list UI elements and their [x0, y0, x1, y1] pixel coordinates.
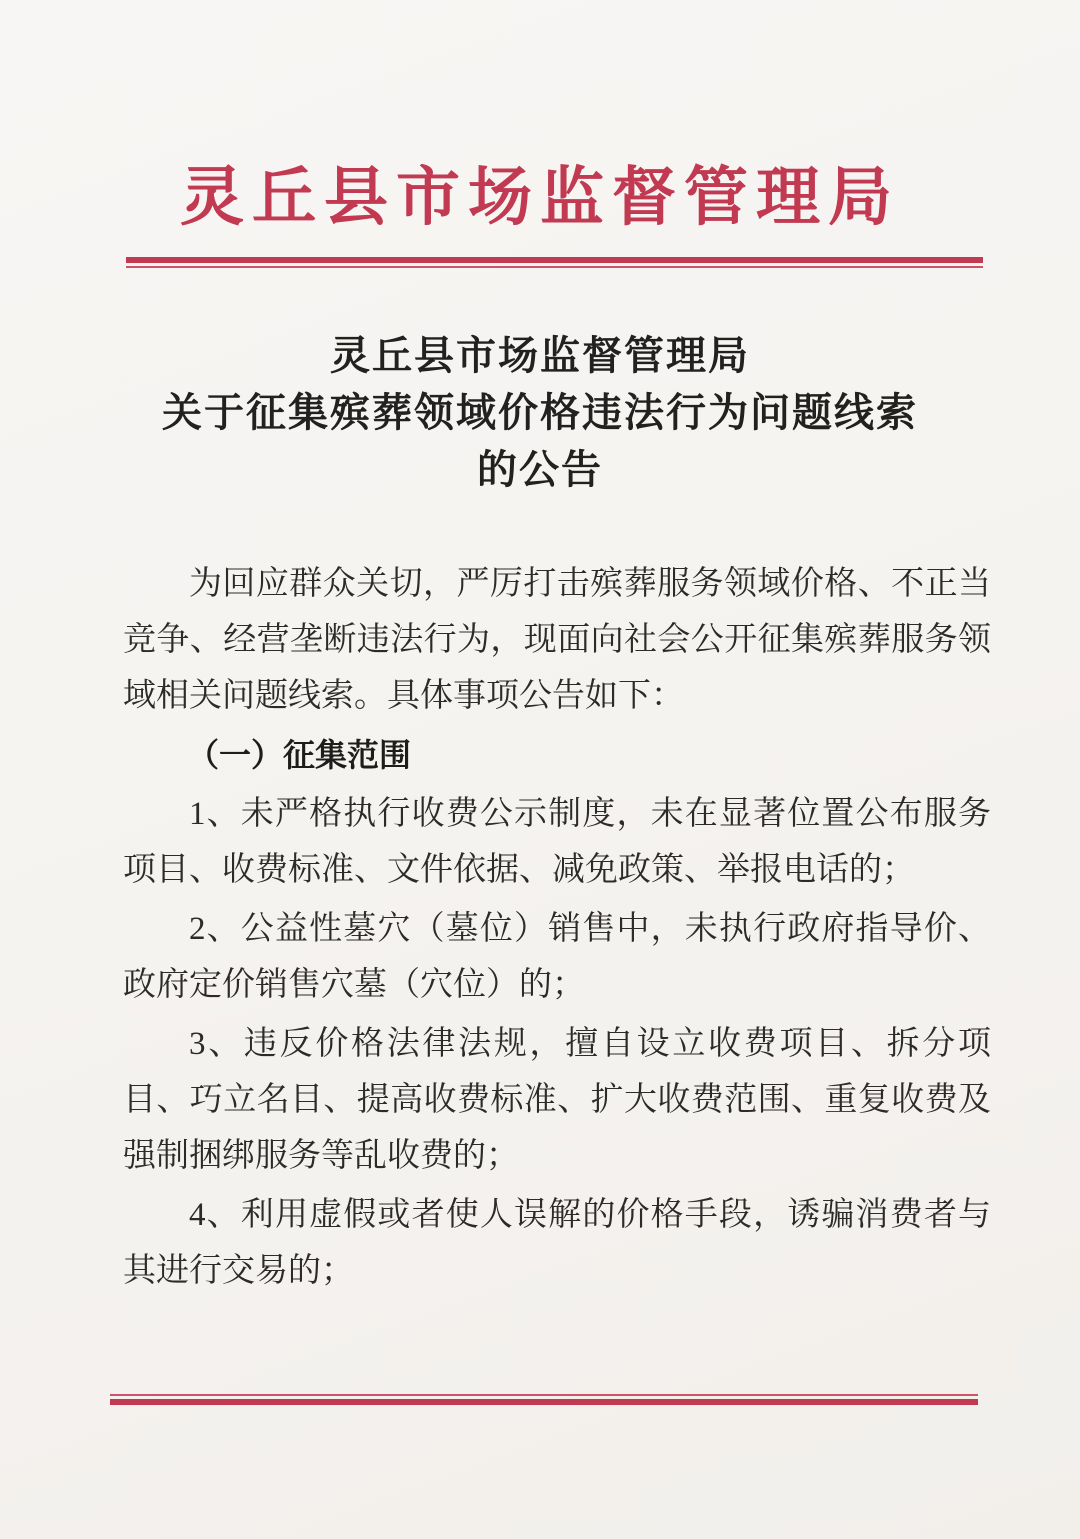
notice-body: [123, 556, 991, 1302]
document-title: [50, 327, 1030, 498]
scope-item-2: 2、公益性墓穴（墓位）销售中，未执行政府指导价、政府定价销售穴墓（穴位）的；: [123, 911, 991, 1003]
section-heading-scope: （一）征集范围: [187, 737, 412, 773]
intro-paragraph: 为回应群众关切，严厉打击殡葬服务领域价格、不正当竞争、经营垄断违法行为，现面向社会公开征集殡葬服务领域相关问题线索。具体事项公告如下：: [123, 566, 991, 714]
footer-double-rule: [110, 1394, 978, 1405]
document-title-line-3: 的公告: [477, 447, 603, 492]
scope-item-1: 1、未严格执行收费公示制度，未在显著位置公布服务项目、收费标准、文件依据、减免政策、举报电话的；: [123, 796, 991, 888]
letterhead-rule-thick-line: [126, 257, 983, 263]
letterhead-double-rule: [126, 257, 983, 268]
footer-rule-thin-line: [110, 1394, 978, 1396]
letterhead-org-title: 灵丘县市场监督管理局: [180, 162, 900, 233]
footer-rule-thick-line: [110, 1399, 978, 1405]
document-title-line-2: 关于征集殡葬领域价格违法行为问题线索: [162, 390, 918, 435]
document-title-line-1: 灵丘县市场监督管理局: [330, 333, 750, 378]
scope-item-3: 3、违反价格法律法规，擅自设立收费项目、拆分项目、巧立名目、提高收费标准、扩大收费范围、重复收费及强制捆绑服务等乱收费的；: [123, 1026, 991, 1174]
scope-item-4: 4、利用虚假或者使人误解的价格手段，诱骗消费者与其进行交易的；: [123, 1197, 991, 1289]
letterhead-rule-thin-line: [126, 266, 983, 268]
